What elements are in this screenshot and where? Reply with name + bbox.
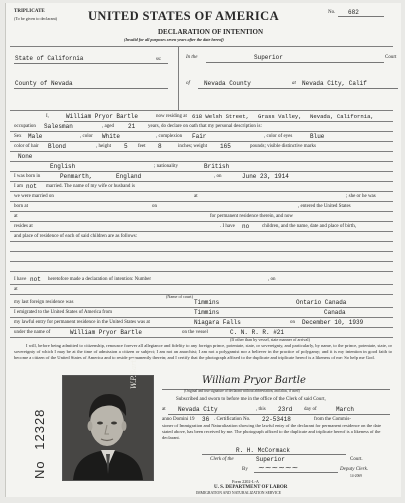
birth-date: June 23, 1914 bbox=[242, 173, 289, 180]
line bbox=[10, 251, 393, 252]
eyes: Blue bbox=[310, 133, 325, 140]
form-number: Form 2202-L-A bbox=[232, 479, 259, 484]
at-label: at bbox=[292, 81, 296, 86]
clerk-line bbox=[202, 454, 346, 455]
prev-on-text: , on bbox=[268, 277, 276, 282]
sex: Male bbox=[28, 133, 43, 140]
have-text: . I have bbox=[220, 224, 235, 229]
document-title: UNITED STATES OF AMERICA bbox=[88, 9, 279, 23]
vessel-note: (If other than by vessel, state manner of arrival) bbox=[230, 337, 310, 342]
resides-at-text: resides at bbox=[14, 224, 33, 229]
height-label: , height bbox=[96, 144, 111, 149]
line bbox=[10, 141, 393, 142]
court-label: Court bbox=[385, 55, 397, 60]
rule bbox=[10, 110, 393, 111]
document-number: 682 bbox=[348, 9, 359, 16]
entered-text: , entered the United States bbox=[298, 204, 351, 209]
line bbox=[10, 211, 393, 212]
birth-country: England bbox=[116, 173, 142, 180]
clerk-court: Superior bbox=[256, 456, 285, 463]
cert-number: 22-53418 bbox=[262, 416, 291, 423]
line bbox=[10, 337, 393, 338]
last-foreign-label: my last foreign residence was bbox=[14, 300, 74, 305]
deputy-signature-scribble: ~~~~~~ bbox=[258, 463, 299, 472]
sworn-month: March bbox=[336, 406, 355, 413]
line bbox=[10, 261, 393, 262]
oath-paragraph: I will, before being admitted to citizenship, renounce forever all allegiance and fidelity to any foreign prince, potentate, state, or sovereignty, and particularly, by name, to the prince, potentate, state, or sovereignty of which I may be at the time of admission a citizen or subject; I am not an anarchist; I am not a polygamist nor a believer in the practice of polygamy; and it is my intention in good faith to become a citizen of the United States of America and to reside permanently therein; and I certify that the photograph affixed to the duplicate and triplicate hereof is a likeness of me: So help me God. bbox=[14, 343, 392, 361]
number-label: No. bbox=[328, 10, 336, 15]
line bbox=[168, 414, 390, 415]
clerk-of-label: Clerk of the bbox=[210, 457, 234, 462]
aged-label: , aged bbox=[102, 124, 114, 129]
years-text: years, do declare on oath that my personal description is: bbox=[148, 124, 262, 129]
complexion-label: , complexion bbox=[156, 134, 183, 139]
in-the-label: In the bbox=[186, 55, 198, 60]
complexion: Fair bbox=[192, 133, 207, 140]
age: 21 bbox=[128, 123, 136, 130]
cert-rest: from the Commis- bbox=[314, 417, 351, 422]
line bbox=[10, 201, 393, 202]
vessel: C. N. R. R. #21 bbox=[230, 329, 285, 336]
married-status: not bbox=[26, 183, 37, 190]
entry-name: William Pryor Bartle bbox=[70, 329, 143, 336]
city-line bbox=[198, 88, 398, 89]
declarant-name: William Pryor Bartle bbox=[66, 113, 139, 120]
vessel-label: on the vessel bbox=[182, 330, 208, 335]
photo-signature: W.P.Bartle bbox=[130, 353, 138, 389]
marks: None bbox=[18, 153, 33, 160]
side-number-value: 12328 bbox=[32, 408, 47, 450]
am-label: I am bbox=[14, 184, 24, 189]
clerk-court-label: Court. bbox=[350, 457, 363, 462]
eyes-label: , color of eyes bbox=[264, 134, 293, 139]
triplicate-label: TRIPLICATE bbox=[14, 9, 45, 14]
line bbox=[10, 151, 393, 152]
birth-town: Penmarth, bbox=[60, 173, 93, 180]
subscribed-text: Subscribed and sworn to before me in the office of the Clerk of said Court, bbox=[176, 397, 326, 402]
sex-label: Sex bbox=[14, 134, 22, 139]
emigrated-country: Canada bbox=[324, 309, 346, 316]
this-label: , this bbox=[256, 407, 266, 412]
town: Grass Valley, bbox=[258, 113, 302, 120]
children-text-2: and place of residence of each of said children are as follows: bbox=[14, 234, 138, 239]
day-of-label: day of bbox=[304, 407, 317, 412]
sworn-at-label: at bbox=[162, 407, 166, 412]
feet-label: feet bbox=[138, 144, 146, 149]
certification-body: sioner of Immigration and Naturalization showing the lawful entry of the declarant for permanent residence on the date stated above, has been received by me. The photograph affixed to the duplicate and triplicate hereof is a likeness of the declarant. bbox=[162, 423, 382, 441]
born-at-text: born at bbox=[14, 204, 29, 209]
declaration-text: heretofore made a declaration of intention: Number bbox=[48, 277, 152, 282]
service: IMMIGRATION AND NATURALIZATION SERVICE bbox=[196, 491, 282, 495]
have-label: I have bbox=[14, 277, 27, 282]
children-text: children, and the name, date and place of birth, bbox=[262, 224, 356, 229]
entry-name-label: under the name of bbox=[14, 330, 51, 335]
subtitle-note: (Invalid for all purposes seven years after the date hereof) bbox=[124, 37, 224, 42]
signature-label: (Original and true signature of declarant without abbreviation, and alias, if used) bbox=[184, 389, 300, 393]
sworn-year: 36 bbox=[202, 416, 210, 423]
court-divider bbox=[178, 46, 179, 110]
court-line bbox=[206, 62, 384, 63]
document-subtitle: DECLARATION OF INTENTION bbox=[158, 28, 264, 36]
line bbox=[10, 317, 393, 318]
sworn-place: Nevada City bbox=[178, 406, 218, 413]
we-married-text: we were married on bbox=[14, 194, 54, 199]
line bbox=[10, 221, 393, 222]
declarant-signature: William Pryor Bartle bbox=[202, 375, 306, 386]
nationality: British bbox=[204, 163, 230, 170]
of-label: of bbox=[186, 81, 190, 86]
number-underline bbox=[338, 16, 384, 17]
triplicate-note: (To be given to declarant) bbox=[14, 16, 58, 21]
she-he-text: ; she or he was bbox=[346, 194, 376, 199]
at-text: at bbox=[194, 194, 198, 199]
rule bbox=[10, 46, 393, 47]
color-label: , color bbox=[80, 134, 93, 139]
marks-label: pounds; visible distinctive marks bbox=[250, 144, 316, 149]
deputy-label: Deputy Clerk. bbox=[340, 467, 369, 472]
previous-status: not bbox=[30, 276, 41, 283]
court-place: Nevada County bbox=[204, 80, 251, 87]
married-text: married. The name of my wife or husband is bbox=[46, 184, 135, 189]
hair-label: color of hair bbox=[14, 144, 39, 149]
county-state: Nevada, California, bbox=[310, 113, 374, 120]
nationality-label: ; nationality bbox=[154, 164, 179, 169]
court-name: Superior bbox=[254, 54, 283, 61]
race: English bbox=[50, 163, 76, 170]
line bbox=[64, 121, 393, 122]
born-label: I was born in bbox=[14, 174, 41, 179]
residing-label: now residing at bbox=[156, 114, 187, 119]
declarant-photo bbox=[62, 375, 154, 481]
line bbox=[10, 271, 393, 272]
print-mark: 14-2069 bbox=[350, 474, 362, 478]
i-label: I, bbox=[46, 114, 49, 119]
children-count: no bbox=[242, 223, 250, 230]
clerk-name: R. H. McCormack bbox=[236, 447, 291, 454]
on-label: , on bbox=[214, 174, 222, 179]
sworn-day: 23rd bbox=[278, 406, 293, 413]
entry-port: Niagara Falls bbox=[194, 319, 241, 326]
county-line bbox=[14, 88, 168, 89]
line bbox=[10, 327, 393, 328]
department: U. S. DEPARTMENT OF LABOR bbox=[214, 485, 288, 490]
color: White bbox=[102, 133, 121, 140]
resides-text: at bbox=[14, 214, 18, 219]
emigrated-label: I emigrated to the United States of America from bbox=[14, 310, 113, 315]
last-foreign-residence: Timmins bbox=[194, 299, 220, 306]
deputy-line bbox=[254, 472, 338, 473]
emigrated-from: Timmins bbox=[194, 309, 220, 316]
occupation-label: occupation bbox=[14, 124, 36, 129]
line bbox=[10, 171, 393, 172]
line bbox=[10, 231, 393, 232]
entry-on-label: on bbox=[290, 320, 295, 325]
line bbox=[10, 241, 393, 242]
state-name: State of California bbox=[15, 55, 84, 62]
prev-at-text: at bbox=[14, 287, 18, 292]
line bbox=[10, 181, 393, 182]
line bbox=[10, 131, 393, 132]
line bbox=[10, 284, 393, 285]
state-line bbox=[14, 63, 168, 64]
side-number-label: No bbox=[32, 460, 47, 479]
cert-label: . Certification No. bbox=[214, 417, 251, 422]
occupation: Salesman bbox=[44, 123, 73, 130]
portrait-image bbox=[63, 376, 153, 480]
height-feet: 5 bbox=[124, 143, 128, 150]
line bbox=[10, 307, 393, 308]
height-inches: 8 bbox=[158, 143, 162, 150]
court-city: Nevada City, Calif bbox=[302, 80, 367, 87]
county-name: County of Nevada bbox=[15, 80, 73, 87]
declaration-document bbox=[5, 3, 401, 497]
inches-label: inches; weight bbox=[178, 144, 208, 149]
entry-date: December 10, 1939 bbox=[302, 319, 364, 326]
lawful-entry-label: my lawful entry for permanent residence in the United States was at bbox=[14, 320, 150, 325]
line bbox=[10, 294, 393, 295]
side-number bbox=[32, 409, 47, 479]
line bbox=[10, 191, 393, 192]
hair: Blond bbox=[48, 143, 67, 150]
line bbox=[10, 161, 393, 162]
anno-text: anno Domini 19 bbox=[162, 417, 195, 422]
street-address: 618 Welsh Street, bbox=[192, 113, 250, 120]
weight: 165 bbox=[220, 143, 231, 150]
for-perm-text: for permanent residence therein, and now bbox=[210, 214, 294, 219]
court-text: (Name of court) bbox=[166, 294, 193, 299]
ss-mark: ss: bbox=[156, 57, 162, 62]
by-label: By bbox=[242, 467, 248, 472]
on-text: on bbox=[152, 204, 157, 209]
last-foreign-country: Ontario Canada bbox=[296, 299, 347, 306]
